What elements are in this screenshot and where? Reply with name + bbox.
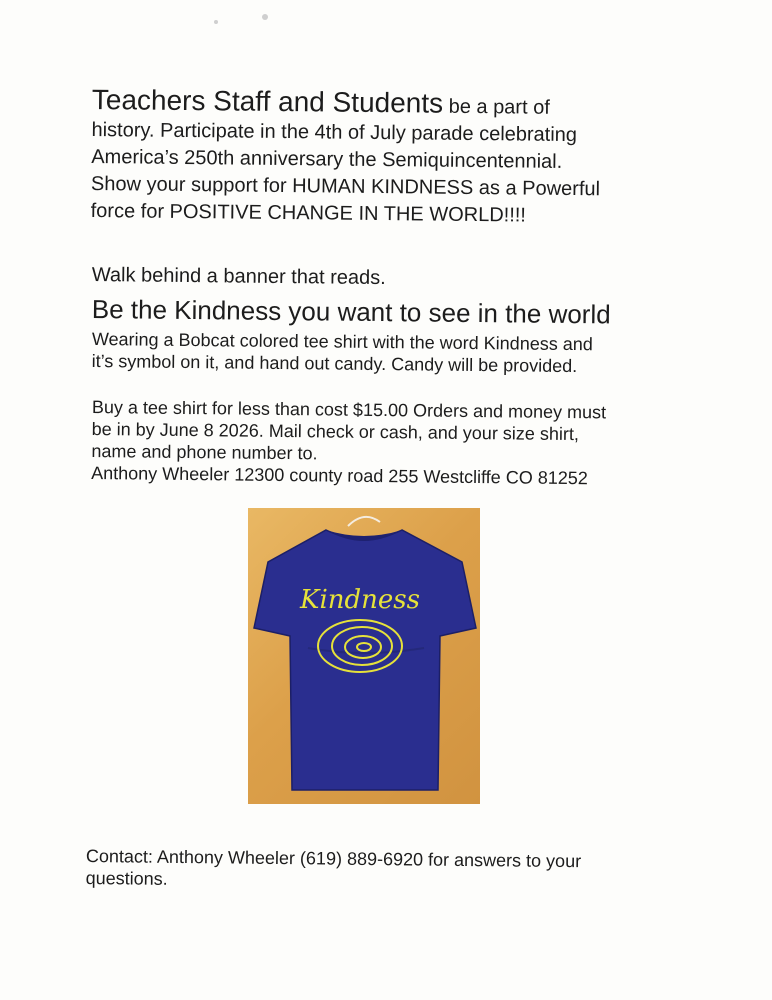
contact-line2: questions.	[85, 867, 168, 889]
order-line2: be in by June 8 2026. Mail check or cash, and your size shirt,	[91, 418, 579, 445]
order-line3: name and phone number to.	[91, 440, 318, 464]
contact-line1: Contact: Anthony Wheeler (619) 889-6920 for answers to your	[85, 845, 582, 872]
scan-speck	[262, 14, 268, 20]
shirt-line1: Wearing a Bobcat colored tee shirt with the word Kindness and	[91, 328, 593, 355]
tee-shirt-image	[248, 508, 480, 804]
banner-text: Be the Kindness you want to see in the world	[91, 293, 611, 330]
intro-line4: Show your support for HUMAN KINDNESS as a Powerful	[90, 172, 601, 201]
banner-intro: Walk behind a banner that reads.	[91, 263, 386, 290]
svg-text:Kindness: Kindness	[300, 585, 420, 615]
order-instructions	[91, 396, 692, 490]
intro-lead: Teachers Staff and Students	[91, 84, 444, 119]
contact-info	[86, 845, 686, 895]
tee-shirt-photo	[248, 508, 480, 804]
order-line4: Anthony Wheeler 12300 county road 255 Westcliffe CO 81252	[91, 462, 588, 489]
shirt-description	[92, 328, 692, 378]
scan-speck	[214, 20, 218, 24]
intro-line3: America’s 250th anniversary the Semiquincentennial.	[91, 145, 563, 173]
intro-line5: force for POSITIVE CHANGE IN THE WORLD!!!!	[90, 199, 527, 227]
intro-line2: history. Participate in the 4th of July parade celebrating	[91, 118, 578, 147]
shirt-line2: it’s symbol on it, and hand out candy. Candy will be provided.	[91, 350, 578, 377]
intro-line1-rest: be a part of	[448, 95, 550, 119]
intro-paragraph	[91, 86, 692, 231]
order-line1: Buy a tee shirt for less than cost $15.00 Orders and money must	[91, 396, 607, 423]
